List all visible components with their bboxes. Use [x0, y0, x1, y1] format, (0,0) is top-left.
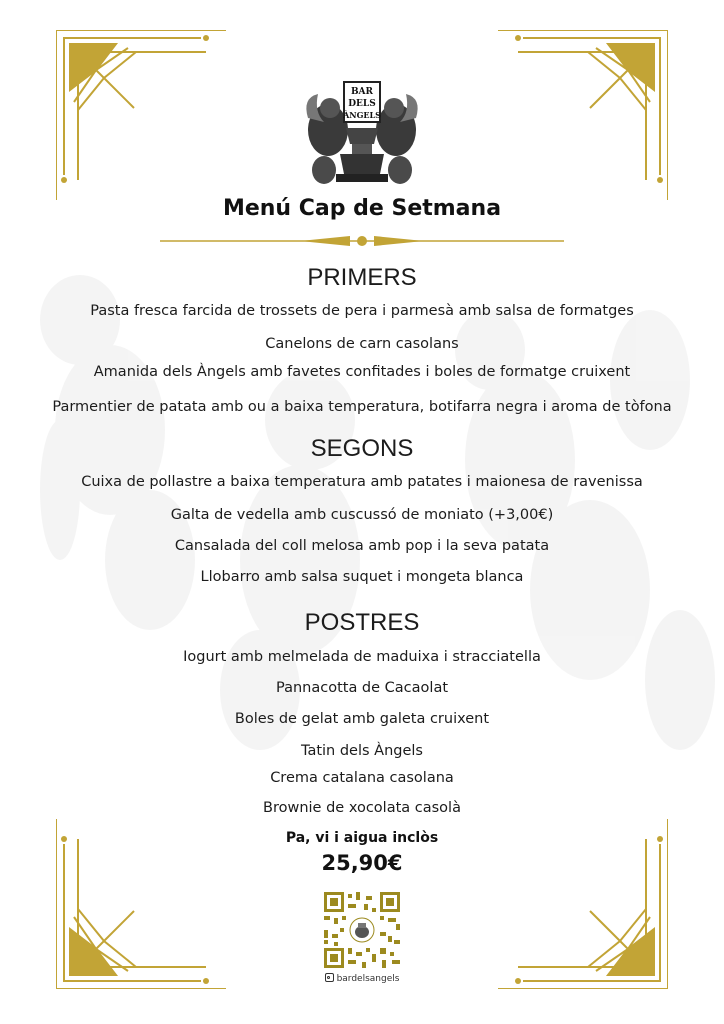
title-divider — [160, 233, 564, 249]
qr-code[interactable] — [322, 890, 402, 970]
menu-item: Pannacotta de Cacaolat — [275, 680, 449, 696]
instagram-handle-text: bardelsangels — [336, 974, 400, 984]
menu-item: Canelons de carn casolans — [265, 336, 459, 352]
instagram-handle[interactable] — [0, 973, 724, 984]
menu-item: Amanida dels Àngels amb favetes confitades i boles de formatge cruixent — [93, 364, 631, 380]
logo-text-angels: ÀNGELS — [343, 110, 381, 120]
art-deco-corner-top-left — [56, 30, 226, 200]
menu-item: Crema catalana casolana — [270, 770, 454, 786]
section-heading-postres: POSTRES — [304, 609, 420, 636]
menu-item: Cuixa de pollastre a baixa temperatura amb patates i maionesa de ravenissa — [81, 474, 643, 490]
menu-item: Galta de vedella amb cuscussó de moniato (+3,00€) — [170, 507, 554, 523]
section-heading-primers: PRIMERS — [307, 264, 417, 291]
logo-text-bar: BAR — [350, 87, 374, 97]
includes-note: Pa, vi i aigua inclòs — [285, 830, 439, 846]
instagram-icon — [325, 973, 334, 982]
logo-text-dels: DELS — [348, 99, 376, 109]
menu-item: Tatin dels Àngels — [301, 743, 423, 759]
menu-price: 25,90€ — [321, 851, 403, 875]
menu-title: Menú Cap de Setmana — [222, 196, 502, 221]
menu-item: Boles de gelat amb galeta cruixent — [234, 711, 490, 727]
menu-item: Cansalada del coll melosa amb pop i la seva patata — [174, 538, 550, 554]
menu-item: Brownie de xocolata casolà — [263, 800, 461, 816]
section-heading-segons: SEGONS — [310, 435, 414, 462]
art-deco-corner-top-right — [498, 30, 668, 200]
menu-item: Llobarro amb salsa suquet i mongeta blanca — [200, 569, 524, 585]
menu-item: Pasta fresca farcida de trossets de pera i parmesà amb salsa de formatges — [90, 303, 634, 319]
bar-dels-angels-logo — [300, 78, 424, 190]
menu-item: Parmentier de patata amb ou a baixa temperatura, botifarra negra i aroma de tòfona — [52, 399, 672, 415]
menu-item: Iogurt amb melmelada de maduixa i stracciatella — [183, 649, 541, 665]
